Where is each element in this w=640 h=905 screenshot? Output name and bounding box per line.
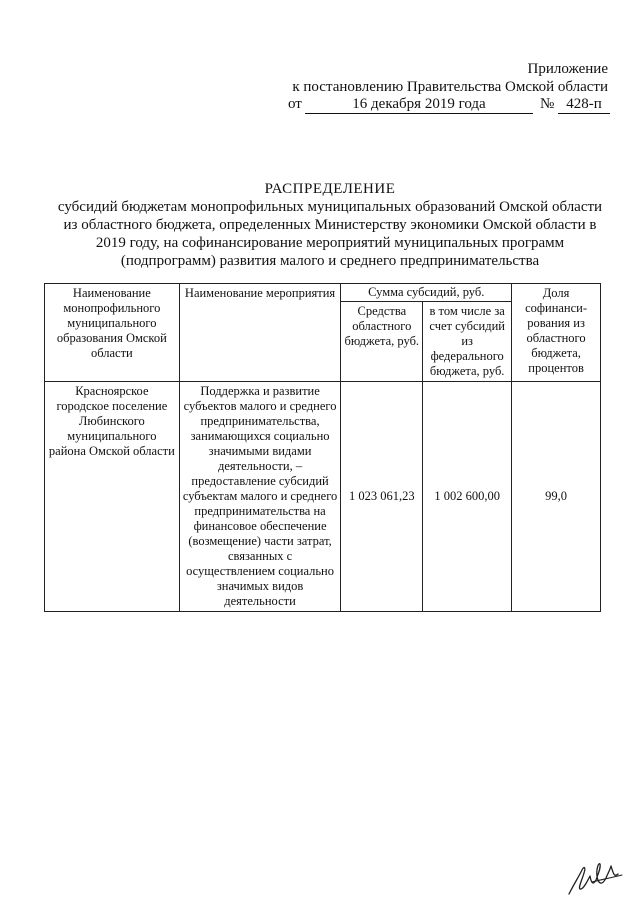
document-title: [40, 180, 620, 270]
decree-reference: к постановлению Правительства Омской области: [292, 79, 608, 95]
cell-cofinancing-share: 99,0: [512, 382, 601, 612]
appendix-label: Приложение: [527, 61, 608, 77]
title-line-3: 2019 году, на софинансирование мероприятий муниципальных программ: [95, 235, 565, 251]
header-regional-funds: Средства областного бюджета, руб.: [341, 302, 423, 382]
cell-regional-funds: 1 023 061,23: [341, 382, 423, 612]
title-line-1: субсидий бюджетам монопрофильных муниципальных образований Омской области: [57, 199, 603, 215]
header-federal-share: в том числе за счет субсидий из федерального бюджета, руб.: [423, 302, 512, 382]
header-measure: Наименование мероприятия: [179, 284, 341, 382]
from-prefix: от: [288, 96, 302, 112]
cell-measure: Поддержка и развитие субъектов малого и среднего предпринимательства, занимающихся социально значимыми видами деятельности, – предоставление субсидий субъектам малого и среднего предпринимательства на финансовое обеспечение (возмещение) части затрат, связанных с осуществлением социально значимых видов деятельности: [179, 382, 341, 612]
distribution-table: [44, 283, 601, 612]
header-subsidy-sum: Сумма субсидий, руб.: [341, 284, 512, 302]
cell-federal-share: 1 002 600,00: [423, 382, 512, 612]
decree-number: 428-п: [558, 96, 610, 114]
header-cofinancing-share: Доля софинанси-рования из областного бюджета, процентов: [512, 284, 601, 382]
appendix-header: [292, 60, 608, 96]
cell-municipality: Красноярское городское поселение Любинского муниципального района Омской области: [45, 382, 180, 612]
table-header-row: [45, 284, 601, 302]
number-sign: №: [540, 96, 555, 112]
decree-date-number-line: [288, 96, 610, 114]
title-heading: РАСПРЕДЕЛЕНИЕ: [264, 181, 396, 197]
handwritten-signature-icon: [566, 858, 624, 898]
header-municipality: Наименование монопрофильного муниципального образования Омской области: [45, 284, 180, 382]
table-row: [45, 382, 601, 612]
decree-date: 16 декабря 2019 года: [305, 96, 533, 114]
title-line-4: (подпрограмм) развития малого и среднего предпринимательства: [120, 253, 540, 269]
title-line-2: из областного бюджета, определенных Министерству экономики Омской области в: [63, 217, 597, 233]
